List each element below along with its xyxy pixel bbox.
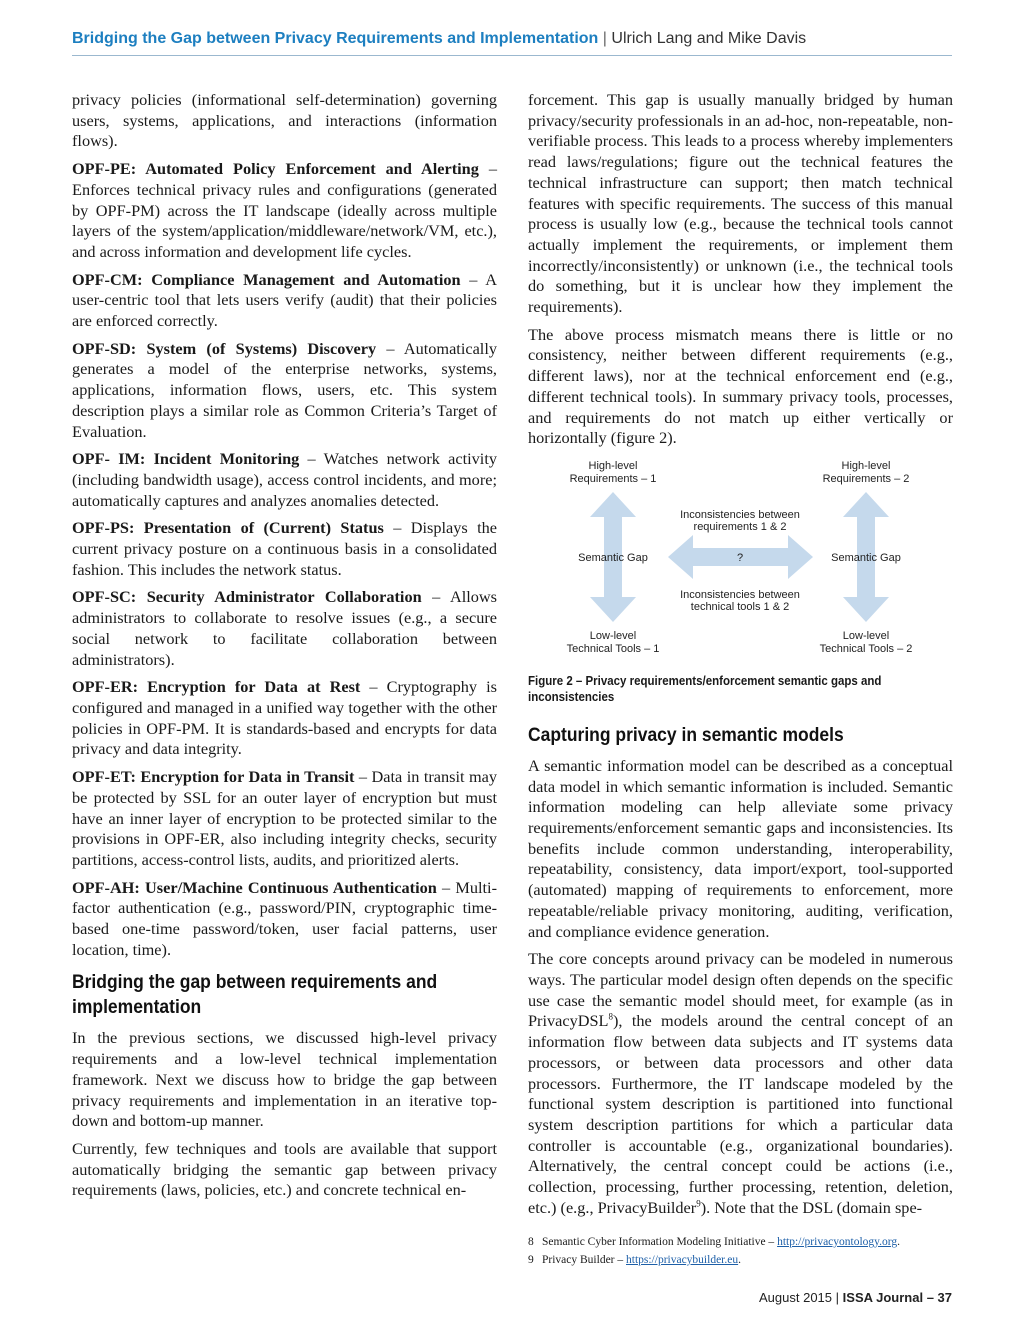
body-paragraph: [528, 949, 953, 1218]
item-text: – Multi-factor authentication (e.g., password/PIN, cryptographic time-based one-time password/token, user facial patterns, user location, time).: [72, 877, 497, 959]
item-term: OPF-CM: Compliance Management and Automation: [72, 269, 461, 289]
intro-paragraph: privacy policies (informational self-determination) governing users, systems, applications, and interactions (information flows).: [72, 90, 497, 151]
footnotes: [528, 1233, 953, 1269]
label-top-left-1: High-level: [588, 459, 638, 472]
running-header: [72, 28, 952, 50]
list-item: [72, 587, 497, 670]
text-run: The core concepts around privacy can be modeled in numerous ways. The particular model design often depends on the specific use case the semantic model should meet, for example (as in PrivacyDSL: [528, 949, 953, 1031]
footer-journal: ISSA Journal – 37: [842, 1290, 952, 1305]
item-text: – Allows administrators to collaborate to resolve issues (e.g., a secure social network to facilitate collaboration between administrators).: [72, 587, 497, 669]
item-term: OPF-PS: Presentation of (Current) Status: [72, 518, 384, 538]
list-item: [72, 767, 497, 871]
section-heading-semantic-models: Capturing privacy in semantic models: [528, 724, 844, 746]
item-term: OPF-ER: Encryption for Data at Rest: [72, 677, 361, 697]
footer-date: August 2015: [759, 1290, 833, 1305]
label-center-bottom-2: technical tools 1 & 2: [690, 600, 790, 613]
label-top-right-2: Requirements – 2: [822, 472, 910, 485]
item-term: OPF-SC: Security Administrator Collaboration: [72, 587, 422, 607]
label-bottom-right-1: Low-level: [842, 629, 890, 642]
list-item: [72, 677, 497, 760]
item-text: – Data in transit may be protected by SSL for an outer layer of encryption but must have an inner layer of encryption to be protected similar to the provisions in OPF-ER, also including integrity checks, security partitions, access-control lists, audits, and prioritized alerts.: [72, 767, 497, 869]
footer-separator: |: [835, 1290, 840, 1305]
footnote-number: 8: [528, 1236, 534, 1248]
page-footer: [560, 1290, 952, 1305]
footnote-link[interactable]: http://privacyontology.org: [777, 1236, 898, 1248]
footnote-9: [528, 1251, 953, 1269]
right-column: [528, 90, 953, 1225]
figure-2-svg: [528, 457, 953, 667]
figure-caption: Figure 2 – Privacy requirements/enforcement semantic gaps and inconsistencies: [528, 673, 882, 704]
list-item: [72, 339, 497, 443]
footnote-ref-8[interactable]: 8: [608, 1011, 613, 1022]
footnote-number: 9: [528, 1254, 534, 1266]
item-text: – Watches network activity (including bandwidth usage), access control incidents, and more; automatically captures and analyzes anomalies detected.: [72, 449, 497, 510]
text-run: ), the models around the central concept of an information flow between data subjects and IT systems data processors, or between data processors and other data processors. Furthermore, the IT landscape modeled by the functional system description is partitioned into functional system description partitions for which a particular data controller is accountable (e.g., organizational boundaries). Alternatively, the central concept could be actions (i.e., collection, processing, further processing, retention, deletion, etc.) (e.g., PrivacyBuilder: [528, 1011, 953, 1217]
body-paragraph: Currently, few techniques and tools are available that support automatically bridging the semantic gap between privacy requirements (laws, policies, etc.) and concrete technical en-: [72, 1138, 497, 1200]
item-term: OPF-PE: Automated Policy Enforcement and Alerting: [72, 159, 479, 179]
label-bottom-left-2: Technical Tools – 1: [566, 642, 660, 655]
body-paragraph: The above process mismatch means there is little or no consistency, neither between different requirements (e.g., different laws), nor at the technical enforcement end (e.g., different technical tools). In summary privacy tools, processes, and requirements do not match up either vertically or horizontally (figure 2).: [528, 324, 953, 448]
label-bottom-right-2: Technical Tools – 2: [819, 642, 913, 655]
list-item: [72, 878, 497, 961]
footnote-text: Semantic Cyber Information Modeling Initiative –: [542, 1236, 778, 1248]
body-paragraph: A semantic information model can be described as a conceptual data model in which semantic information is included. Semantic information modeling can help alleviate some privacy requirements/enforcement semantic gaps and inconsistencies. Its benefits include common understanding, interoperability, repeatability, consistency, data import/export, tool-supported (automated) mapping of requirements to enforcement, more repeatable/reliable privacy monitoring, auditing, verification, and compliance evidence generation.: [528, 755, 953, 941]
article-title: Bridging the Gap between Privacy Requirements and Implementation: [72, 30, 599, 47]
footnote-ref-9[interactable]: 9: [696, 1198, 701, 1209]
label-center-top-1: Inconsistencies between: [680, 508, 800, 521]
item-text: – Automatically generates a model of the enterprise networks, systems, applications, information flows, users, etc. This system description plays a similar role as Common Criteria’s Target of Evaluation.: [72, 338, 497, 441]
list-item: [72, 518, 497, 580]
item-text: – Enforces technical privacy rules and configurations (generated by OPF-PM) across the IT landscape (ideally across multiple layers of the system/application/middleware/network/VM, etc.), and across information and development life cycles.: [72, 159, 497, 261]
label-center-mark: ?: [736, 551, 744, 564]
item-term: OPF-SD: System (of Systems) Discovery: [72, 338, 377, 358]
header-separator: |: [602, 30, 607, 47]
footnote-8: [528, 1233, 953, 1251]
label-center-bottom-1: Inconsistencies between: [680, 588, 800, 601]
list-item: [72, 449, 497, 511]
footnote-end: .: [897, 1236, 901, 1248]
footnote-end: .: [738, 1254, 741, 1266]
article-authors: Ulrich Lang and Mike Davis: [611, 30, 807, 47]
label-semantic-gap-right: Semantic Gap: [831, 551, 901, 564]
item-text: – Displays the current privacy posture on a continuous basis in a consolidated fashion. This includes the network status.: [72, 518, 497, 579]
body-paragraph: In the previous sections, we discussed high-level privacy requirements and a low-level technical implementation framework. Next we discuss how to bridge the gap between privacy requirements and implementation in an iterative top-down and bottom-up manner.: [72, 1028, 497, 1131]
label-center-top-2: requirements 1 & 2: [693, 520, 787, 533]
header-rule: [72, 55, 952, 56]
label-bottom-left-1: Low-level: [589, 629, 637, 642]
text-run: ). Note that the DSL (domain spe-: [700, 1197, 923, 1217]
item-text: – A user-centric tool that lets users verify (audit) that their policies are enforced correctly.: [72, 269, 497, 331]
label-semantic-gap-left: Semantic Gap: [578, 551, 648, 564]
item-term: OPF-ET: Encryption for Data in Transit: [72, 767, 355, 787]
label-top-right-1: High-level: [841, 459, 891, 472]
item-term: OPF-AH: User/Machine Continuous Authentication: [72, 877, 437, 897]
body-paragraph: forcement. This gap is usually manually bridged by human privacy/security professionals in an ad-hoc, non-repeatable, non-verifiable process. This leads to a process whereby implementers read laws/regulations; figure out the technical features the technical infrastructure can support; then match technical features with specific requirements. The success of this manual process is usually low (e.g., because the technical tools cannot actually implement the requirements, or implement them incorrectly/inconsistently) or unknown (i.e., the technical tools do something, but it is unclear how they implement the requirements).: [528, 90, 953, 317]
label-top-left-2: Requirements – 1: [569, 472, 657, 485]
item-term: OPF- IM: Incident Monitoring: [72, 449, 300, 469]
footnote-text: Privacy Builder –: [542, 1254, 626, 1266]
footnote-link[interactable]: https://privacybuilder.eu: [626, 1254, 739, 1266]
list-item: [72, 270, 497, 332]
item-text: – Cryptography is configured and managed in a unified way together with the other policies in OPF-PM. It is standards-based and encrypts for data privacy and data integrity.: [72, 677, 497, 759]
list-item: [72, 159, 497, 263]
figure-2-diagram: [528, 457, 953, 667]
section-heading-bridging: Bridging the gap between requirements and implementation: [72, 972, 438, 1019]
left-column: [72, 90, 497, 1208]
